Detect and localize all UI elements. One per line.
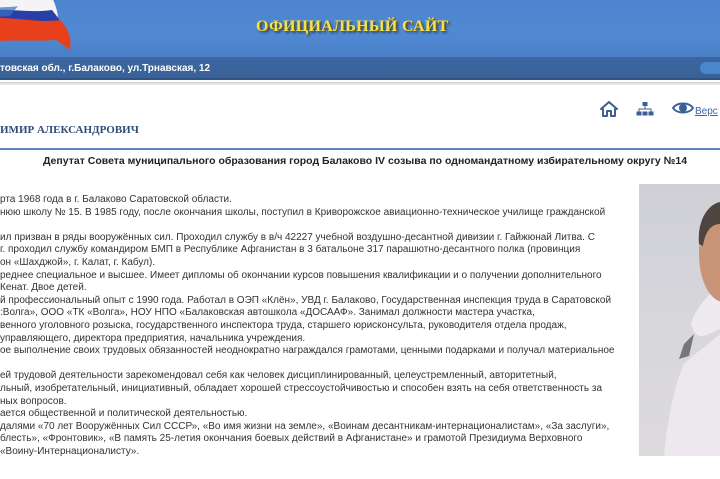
bio-line: «Воину-Интернационалисту». [0,445,140,457]
bio-line: ое выполнение своих трудовых обязанностей неоднократно награждался грамотами, ценными подарками и получал материальное [0,345,615,357]
position-title: Депутат Совета муниципального образования город Балаково IV созыва по одномандатному избирательному округу №14 [42,155,688,167]
bio-line: й профессиональный опыт с 1990 года. Работал в ОЭП «Клён», УВД г. Балаково, Государственная инспекция труда в Саратовской [0,294,612,306]
address-text: товская обл., г.Балаково, ул.Трнавская, 12 [0,63,211,74]
site-title: ОФИЦИАЛЬНЫЙ САЙТ [256,18,449,35]
bio-line: нюю школу № 15. В 1985 году, после окончания школы, поступил в Криворожское авиационно-техническое училище гражданской [0,206,606,218]
bio-line [0,219,640,232]
bio-line: г. проходил службу командиром БМП в Республике Афганистан в 3 батальоне 317 парашютно-десантного полка (провинция [0,244,581,256]
address-bar-glow [700,62,720,74]
header-shadow [0,82,720,85]
bio-line: ается общественной и политической деятельностью. [0,408,248,420]
russian-flag-image [0,0,100,55]
bio-line: венного уголовного розыска, государственного инспектора труда, старшего юрисконсульта, руководителя отдела продаж, [0,319,567,331]
divider [0,148,720,150]
bio-line [0,358,640,371]
site-header-banner [0,0,720,57]
bio-line: далями «70 лет Вооружённых Сил СССР», «Во имя жизни на земле», «Воинам десантникам-интернационалистам», «За заслуги», [0,420,610,432]
bio-line: он «Шахджой», г. Калат, г. Кабул). [0,256,156,268]
bio-line: льный, изобретательный, инициативный, обладает хорошей стрессоустойчивостью и способен взять на себя ответственность за [0,382,603,394]
eye-icon [672,100,694,116]
bio-line: управляющего, директора предприятия, начальника учреждения. [0,332,306,344]
sitemap-button[interactable] [636,101,654,117]
version-link[interactable]: Верс [695,106,718,117]
bio-line: ей трудовой деятельности зарекомендовал себя как человек дисциплинированный, целеустремленный, авторитетный, [0,370,557,382]
bio-line: реднее специальное и высшее. Имеет дипломы об окончании курсов повышения квалификации и о получении дополнительного [0,269,602,281]
portrait-illustration [639,184,720,456]
bio-line: Кенат. Двое детей. [0,282,87,294]
home-button[interactable] [600,100,618,118]
visually-impaired-version-button[interactable] [672,100,694,116]
bio-line: :Волга», ООО «ТК «Волга», НОУ НПО «Балаковская автошкола «ДОСААФ». Занимал должности мастера участка, [0,307,535,319]
home-icon [600,100,618,118]
bio-line: рта 1968 года в г. Балаково Саратовской области. [0,194,232,205]
sitemap-icon [636,101,654,117]
bio-line: блесть», «Фронтовик», «В память 25-летия окончания боевых действий в Афганистане» и грамотой Президиума Верховного [0,433,583,445]
address-bar [0,57,720,80]
biography-text [0,194,640,458]
bio-line: ил призван в ряды вооружённых сил. Проходил службу в в/ч 42227 учебной воздушно-десантной дивизии г. Гайжюнай Литва. С [0,231,595,243]
portrait-photo [639,184,720,456]
bio-line: ных вопросов. [0,395,67,407]
person-name: ИМИР АЛЕКСАНДРОВИЧ [0,124,139,136]
